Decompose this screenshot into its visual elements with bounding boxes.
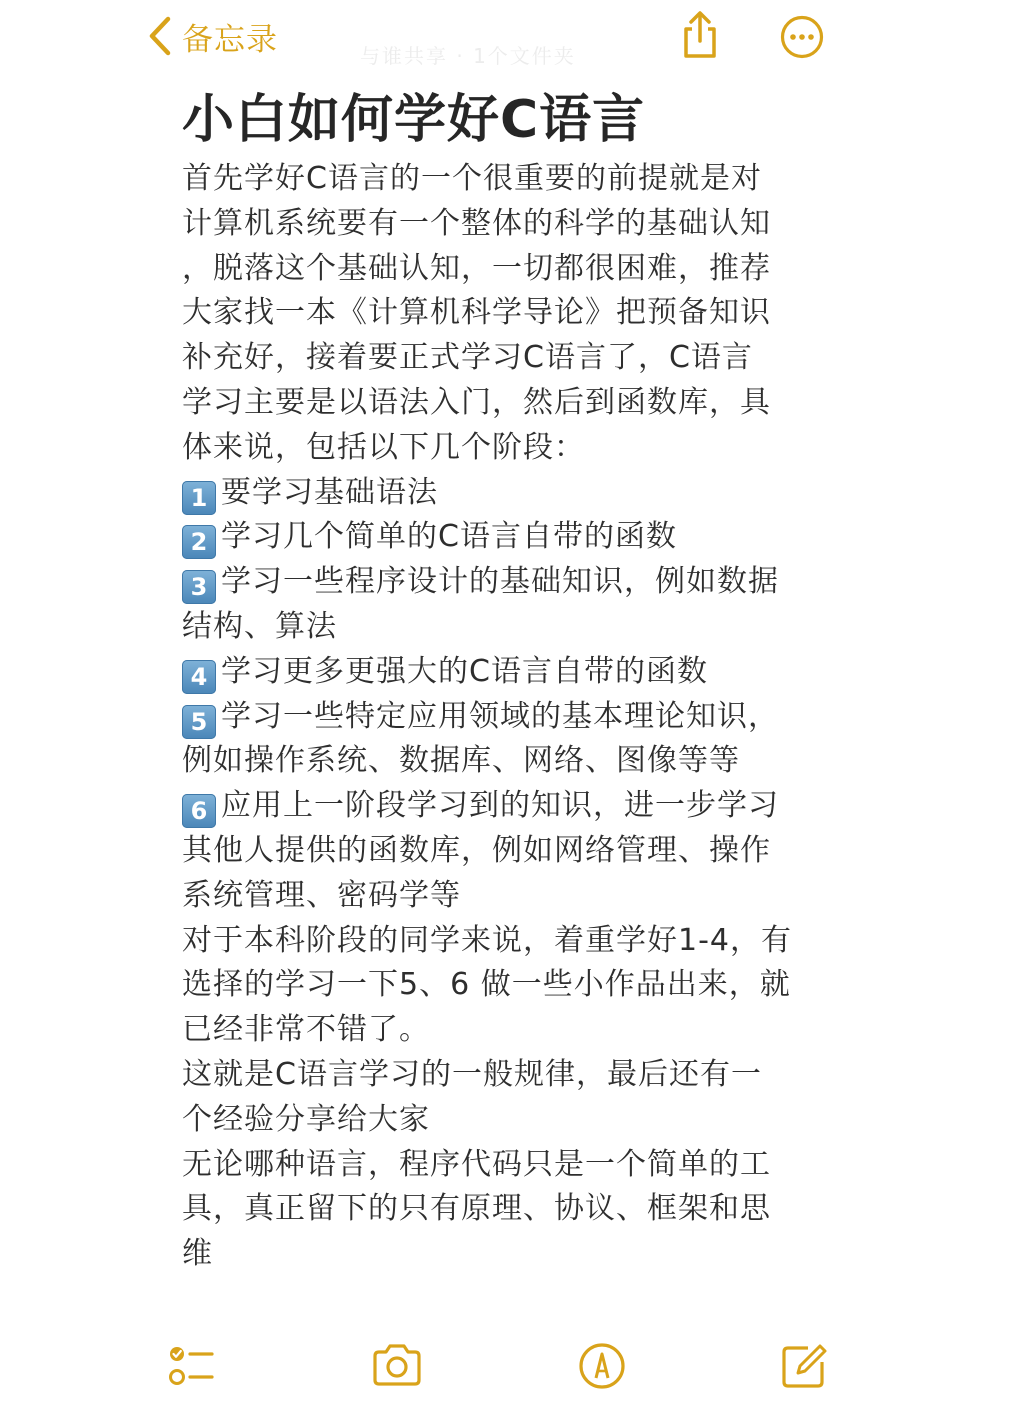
camera-button[interactable]: [371, 1340, 423, 1392]
note-line: 大家找一本《计算机科学导论》把预备知识: [182, 295, 771, 331]
more-icon: [779, 14, 825, 60]
note-line: 系统管理、密码学等: [182, 877, 461, 913]
note-line: 对于本科阶段的同学来说，着重学好1-4，有: [182, 922, 792, 958]
keycap-2-icon: 2: [182, 525, 216, 559]
checklist-button[interactable]: [166, 1340, 218, 1392]
step-item: 4 学习更多更强大的C语言自带的函数: [182, 650, 822, 695]
markup-icon: [576, 1340, 628, 1392]
note-body: [182, 157, 822, 1277]
keycap-3-icon: 3: [182, 570, 216, 604]
compose-icon: [778, 1340, 830, 1392]
step-item: 5 学习一些特定应用领域的基本理论知识，: [182, 695, 822, 740]
note-line: 维: [182, 1236, 213, 1272]
note-line: 已经非常不错了。: [182, 1012, 430, 1048]
checklist-icon: [166, 1340, 218, 1392]
back-button[interactable]: [148, 14, 278, 58]
step-item: 3 学习一些程序设计的基础知识，例如数据: [182, 560, 822, 605]
note-line: 学习主要是以语法入门，然后到函数库，具: [182, 384, 771, 420]
note-line: 无论哪种语言，程序代码只是一个简单的工: [182, 1146, 771, 1182]
step-item: 1 要学习基础语法: [182, 471, 822, 516]
note-content[interactable]: [182, 84, 822, 1277]
step-item: 6 应用上一阶段学习到的知识，进一步学习: [182, 784, 822, 829]
chevron-left-icon: [148, 16, 172, 56]
note-title: 小白如何学好C语言: [182, 90, 646, 150]
step-item: 2 学习几个简单的C语言自带的函数: [182, 515, 822, 560]
note-line: 体来说，包括以下几个阶段：: [182, 429, 585, 465]
navigation-bar: [0, 0, 1025, 80]
note-line: 个经验分享给大家: [182, 1101, 430, 1137]
keycap-4-icon: 4: [182, 660, 216, 694]
note-line: 补充好，接着要正式学习C语言了，C语言: [182, 340, 753, 376]
note-line: 结构、算法: [182, 608, 337, 644]
keycap-1-icon: 1: [182, 481, 216, 515]
compose-button[interactable]: [778, 1340, 830, 1392]
share-icon: [678, 10, 722, 60]
keycap-6-icon: 6: [182, 794, 216, 828]
note-line: 首先学好C语言的一个很重要的前提就是对: [182, 161, 762, 196]
note-line: 其他人提供的函数库，例如网络管理、操作: [182, 832, 771, 868]
share-button[interactable]: [678, 10, 722, 60]
note-line: 例如操作系统、数据库、网络、图像等等: [182, 743, 740, 779]
note-line: 具，真正留下的只有原理、协议、框架和思: [182, 1191, 771, 1227]
note-line: ，脱落这个基础认知，一切都很困难，推荐: [182, 250, 771, 286]
note-line: 这就是C语言学习的一般规律，最后还有一: [182, 1056, 762, 1092]
more-options-button[interactable]: [779, 14, 825, 60]
bottom-toolbar: [0, 1330, 1025, 1400]
back-label: 备忘录: [182, 21, 278, 58]
note-line: 选择的学习一下5、6 做一些小作品出来，就: [182, 967, 791, 1003]
camera-icon: [371, 1340, 423, 1392]
markup-button[interactable]: [576, 1340, 628, 1392]
faded-header-text: 与谁共享 · 1个文件夹: [360, 44, 576, 68]
note-line: 计算机系统要有一个整体的科学的基础认知: [182, 205, 771, 241]
keycap-5-icon: 5: [182, 705, 216, 739]
